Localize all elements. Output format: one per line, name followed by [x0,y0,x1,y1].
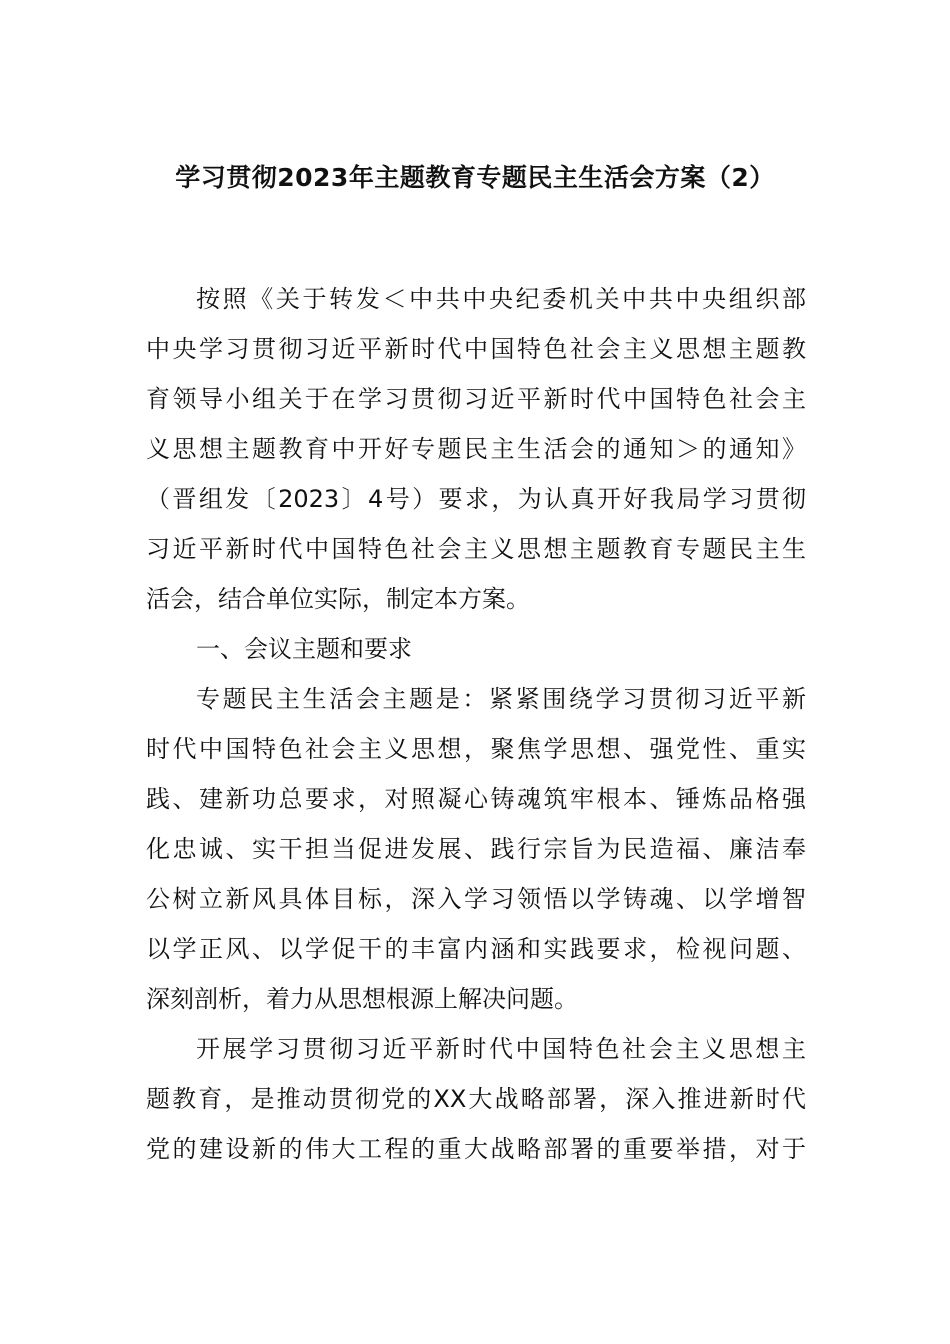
paragraph-line: 中央学习贯彻习近平新时代中国特色社会主义思想主题教 [146,335,806,363]
paragraph-line: 深刻剖析，着力从思想根源上解决问题。 [146,985,578,1013]
paragraph-line: 化忠诚、实干担当促进发展、践行宗旨为民造福、廉洁奉 [146,835,806,863]
paragraph-line: 时代中国特色社会主义思想，聚焦学思想、强党性、重实 [146,735,806,763]
document-title: 学习贯彻2023年主题教育专题民主生活会方案（2） [175,163,775,192]
paragraph-line: 公树立新风具体目标，深入学习领悟以学铸魂、以学增智 [146,885,806,913]
section-heading: 一、会议主题和要求 [196,635,412,663]
paragraph-line: 开展学习贯彻习近平新时代中国特色社会主义思想主 [196,1035,806,1063]
paragraph-line: （晋组发〔2023〕4号）要求，为认真开好我局学习贯彻 [146,485,806,513]
paragraph-line: 习近平新时代中国特色社会主义思想主题教育专题民主生 [146,535,806,563]
paragraph-line: 专题民主生活会主题是：紧紧围绕学习贯彻习近平新 [196,685,806,713]
paragraph-line: 党的建设新的伟大工程的重大战略部署的重要举措，对于 [146,1135,806,1163]
paragraph-line: 活会，结合单位实际，制定本方案。 [146,585,530,613]
paragraph-line: 题教育，是推动贯彻党的XX大战略部署，深入推进新时代 [146,1085,806,1113]
paragraph-line: 践、建新功总要求，对照凝心铸魂筑牢根本、锤炼品格强 [146,785,806,813]
paragraph-line: 以学正风、以学促干的丰富内涵和实践要求，检视问题、 [146,935,806,963]
paragraph-line: 义思想主题教育中开好专题民主生活会的通知＞的通知》 [146,435,806,463]
paragraph-line: 按照《关于转发＜中共中央纪委机关中共中央组织部 [196,285,806,313]
paragraph-line: 育领导小组关于在学习贯彻习近平新时代中国特色社会主 [146,385,806,413]
